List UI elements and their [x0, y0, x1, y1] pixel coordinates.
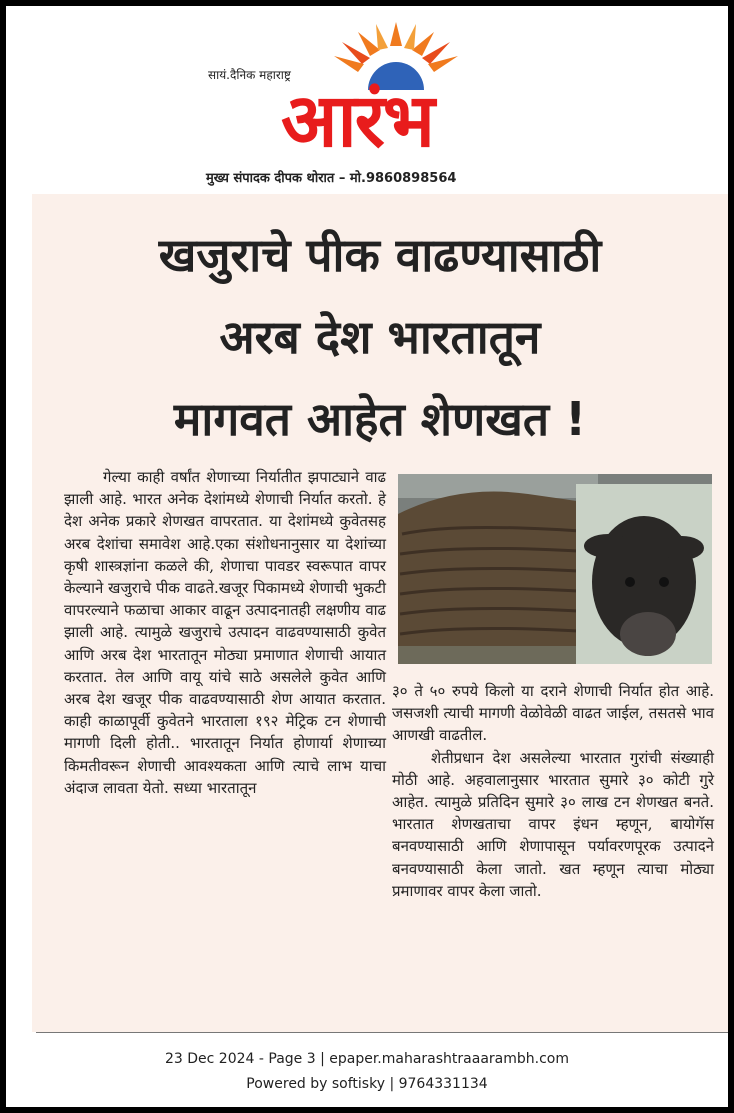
headline-line: अरब देश भारतातून — [219, 310, 541, 364]
article-block — [32, 194, 728, 1032]
article-column-left — [64, 466, 386, 799]
article-column-right — [392, 680, 714, 902]
footer-powered-by: Powered by softisky | 9764331134 — [246, 1076, 488, 1092]
headline-line: खजुराचे पीक वाढण्यासाठी — [158, 228, 602, 282]
article-paragraph: ३० ते ५० रुपये किलो या दराने शेणाची निर्यात होत आहे. जसजशी त्याची मागणी वेळोवेळी वाढत जाईल, तसतसे भाव आणखी वाढतील. — [392, 682, 714, 745]
article-paragraph: शेतीप्रधान देश असलेल्या भारतात गुरांची संख्याही मोठी आहे. अहवालानुसार भारतात सुमारे ३० कोटी गुरे आहेत. त्यामुळे प्रतिदिन सुमारे ३० लाख टन शेणखत बनते. भारतात शेणखताचा वापर इंधन म्हणून, बायोगॅस बनवण्यासाठी आणि शेणापासून पर्यावरणपूरक उत्पादने बनवण्यासाठी केला जातो. खत म्हणून त्याचा मोठ्या प्रमाणावर वापर केला जातो. — [392, 748, 714, 900]
footer-divider — [36, 1032, 728, 1033]
footer-date-url: 23 Dec 2024 - Page 3 | epaper.maharashtraaarambh.com — [165, 1051, 569, 1067]
article-paragraph: गेल्या काही वर्षांत शेणाच्या निर्यातीत झपाट्याने वाढ झाली आहे. भारत अनेक देशांमध्ये शेणाची निर्यात करतो. हे देश अनेक प्रकारे शेणखत वापरतात. या देशांमध्ये कुवेतसह अरब देशांचा समावेश आहे.एका संशोधनानुसार या देशांच्या कृषी शास्त्रज्ञांना कळले की, शेणाचा पावडर स्वरूपात वापर केल्याने खजुराचे पीक वाढते.खजूर पिकामध्ये शेणाची भुकटी वापरल्याने फळाचा आकार वाढून उत्पादनातही लक्षणीय वाढ झाली आहे. त्यामुळे खजुराचे उत्पादन वाढवण्यासाठी कुवेत आणि अरब देश भारतातून मोठ्या प्रमाणात शेणाची आयात करतात. तेल आणि वायू यांचे साठे असलेले कुवेत आणि अरब देश खजूर पीक वाढवण्यासाठी शेण आयात करतात. काही काळापूर्वी कुवेतने भारताला १९२ मेट्रिक टन शेणाची मागणी दिली होती.. भारतातून निर्यात होणार्या शेणाच्या किमतीवरून शेणाची आवश्यकता आणि त्याचे लाभ याचा अंदाज लावता येतो. सध्या भारतातून — [64, 468, 386, 797]
newspaper-logo: आरंभ — [281, 78, 433, 164]
article-headline — [32, 214, 728, 460]
editor-contact-line: मुख्य संपादक दीपक थोरात – मो.9860898564 — [206, 171, 457, 186]
epaper-page — [6, 6, 728, 1107]
cow-dung-cakes-photo — [398, 474, 712, 664]
masthead-tagline: सायं.दैनिक महाराष्ट्र — [208, 68, 291, 82]
headline-line: मागवत आहेत शेणखत ! — [173, 392, 587, 446]
